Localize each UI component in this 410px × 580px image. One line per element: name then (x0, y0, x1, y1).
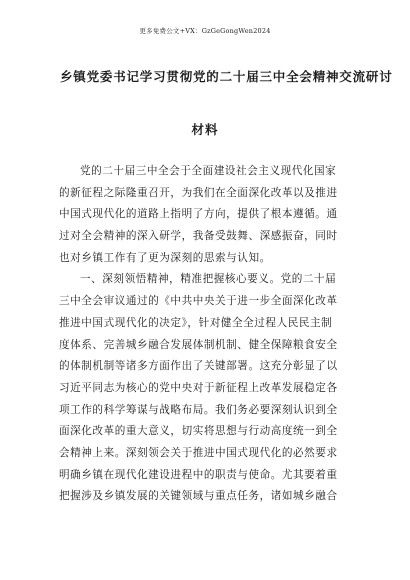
body-line: 把握涉及乡镇发展的关键领域与重点任务，诸如城乡融合 (59, 490, 338, 503)
document-title-line-1: 乡镇党委书记学习贯彻党的二十届三中全会精神交流研讨 (60, 69, 393, 84)
body-line: 三中全会审议通过的《中共中央关于进一步全面深化改革 (59, 295, 338, 308)
body-line: 的体制机制等诸多方面作出了关键部署。这充分彰显了以 (59, 360, 338, 373)
document-title-line-2: 材料 (191, 122, 219, 137)
body-line: 习近平同志为核心的党中央对于新征程上改革发展稳定各 (59, 381, 338, 394)
body-line: 一、深刻领悟精神，精准把握核心要义。党的二十届 (80, 273, 337, 286)
header-note: 更多免费公文+VX：GzGeGongWen2024 (139, 27, 271, 35)
document-body (59, 161, 354, 508)
body-line: 推进中国式现代化的决定》，针对健全全过程人民民主制 (59, 316, 333, 329)
body-line: 党的二十届三中全会于全面建设社会主义现代化国家 (80, 165, 337, 177)
body-line: 过对全会精神的深入研学，我备受鼓舞、深感振奋，同时 (59, 230, 338, 243)
body-line: 中国式现代化的道路上指明了方向，提供了根本遵循。通 (59, 208, 338, 221)
body-line: 面深化改革的重大意义，切实将思想与行动高度统一到全 (59, 425, 338, 438)
body-line: 也对乡镇工作有了更为深刻的思索与认知。 (59, 251, 271, 264)
body-line: 项工作的科学筹谋与战略布局。我们务必要深刻认识到全 (59, 403, 338, 416)
body-line: 的新征程之际隆重召开，为我们在全面深化改革以及推进 (59, 186, 338, 199)
body-line: 会精神上来。深刻领会关于推进中国式现代化的必然要求 (59, 446, 338, 459)
body-line: 明确乡镇在现代化建设进程中的职责与使命。尤其要着重 (59, 468, 338, 481)
body-line: 度体系、完善城乡融合发展体制机制、健全保障粮食安全 (59, 338, 338, 351)
